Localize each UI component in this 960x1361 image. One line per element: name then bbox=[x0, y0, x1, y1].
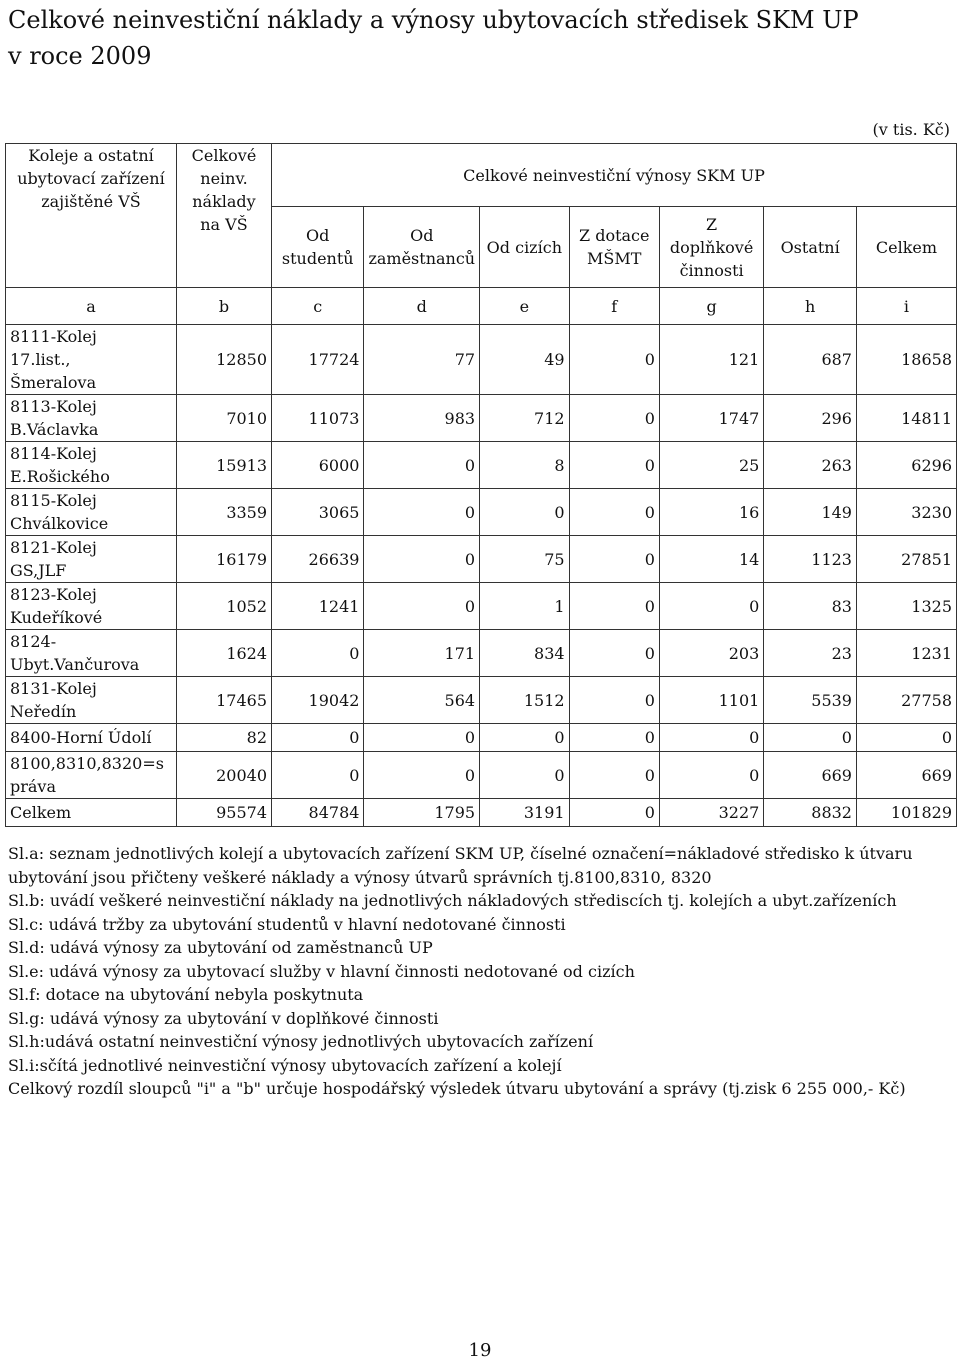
table-cell: 16 bbox=[659, 489, 763, 536]
facility-name: Celkem bbox=[6, 799, 177, 827]
column-letter: g bbox=[659, 288, 763, 325]
table-body bbox=[6, 325, 957, 827]
table-cell: 6000 bbox=[272, 442, 364, 489]
table-cell: 0 bbox=[569, 583, 659, 630]
table-cell: 669 bbox=[856, 752, 956, 799]
table-cell: 12850 bbox=[176, 325, 271, 395]
table-cell: 19042 bbox=[272, 677, 364, 724]
table-cell: 0 bbox=[364, 724, 480, 752]
table-cell: 0 bbox=[480, 752, 569, 799]
table-row bbox=[6, 442, 957, 489]
note-line: Celkový rozdíl sloupců "i" a "b" určuje hospodářský výsledek útvaru ubytování a správy (tj.zisk 6 255 000,- Kč) bbox=[8, 1079, 906, 1098]
table-cell: 0 bbox=[569, 752, 659, 799]
table-cell: 14 bbox=[659, 536, 763, 583]
table-cell: 0 bbox=[480, 724, 569, 752]
table-cell: 5539 bbox=[764, 677, 857, 724]
table-cell: 95574 bbox=[176, 799, 271, 827]
table-cell: 0 bbox=[569, 489, 659, 536]
table-cell: 0 bbox=[569, 536, 659, 583]
table-cell: 49 bbox=[480, 325, 569, 395]
note-line: Sl.f: dotace na ubytování nebyla poskytnuta bbox=[8, 985, 364, 1004]
facility-name: 8131-Kolej Neředín bbox=[6, 677, 177, 724]
table-cell: 84784 bbox=[272, 799, 364, 827]
table-cell: 0 bbox=[569, 677, 659, 724]
table-cell: 149 bbox=[764, 489, 857, 536]
note-line: Sl.h:udává ostatní neinvestiční výnosy jednotlivých ubytovacích zařízení bbox=[8, 1032, 594, 1051]
note-line: Sl.a: seznam jednotlivých kolejí a ubytovacích zařízení SKM UP, číselné označení=nákladové středisko k útvaru ubytování jsou přičteny veškeré náklady a výnosy útvarů správních tj.8100,8310, 8320 bbox=[8, 844, 913, 887]
table-cell: 1325 bbox=[856, 583, 956, 630]
table-cell: 1795 bbox=[364, 799, 480, 827]
table-cell: 171 bbox=[364, 630, 480, 677]
facility-name: 8114-Kolej E.Rošického bbox=[6, 442, 177, 489]
table-cell: 25 bbox=[659, 442, 763, 489]
table-cell: 0 bbox=[569, 724, 659, 752]
table-row bbox=[6, 630, 957, 677]
table-cell: 296 bbox=[764, 395, 857, 442]
table-cell: 0 bbox=[569, 799, 659, 827]
table-row bbox=[6, 799, 957, 827]
table-cell: 0 bbox=[659, 724, 763, 752]
column-letter: i bbox=[856, 288, 956, 325]
table-cell: 669 bbox=[764, 752, 857, 799]
page-number: 19 bbox=[468, 1340, 492, 1361]
page-title bbox=[8, 2, 859, 74]
table-cell: 1241 bbox=[272, 583, 364, 630]
table-cell: 0 bbox=[569, 325, 659, 395]
table-cell: 1101 bbox=[659, 677, 763, 724]
table-cell: 82 bbox=[176, 724, 271, 752]
table-cell: 17724 bbox=[272, 325, 364, 395]
facility-name: 8100,8310,8320=s práva bbox=[6, 752, 177, 799]
table-cell: 263 bbox=[764, 442, 857, 489]
table-cell: 8832 bbox=[764, 799, 857, 827]
table-cell: 0 bbox=[659, 583, 763, 630]
table-cell: 77 bbox=[364, 325, 480, 395]
column-letter: a bbox=[6, 288, 177, 325]
column-letter: c bbox=[272, 288, 364, 325]
facility-name: 8111-Kolej 17.list., Šmeralova bbox=[6, 325, 177, 395]
table-cell: 0 bbox=[364, 489, 480, 536]
table-cell: 3227 bbox=[659, 799, 763, 827]
header-revenue-group: Celkové neinvestiční výnosy SKM UP bbox=[272, 144, 957, 207]
note-line: Sl.i:sčítá jednotlivé neinvestiční výnosy ubytovacích zařízení a kolejí bbox=[8, 1055, 562, 1075]
unit-label: (v tis. Kč) bbox=[872, 120, 950, 139]
table-cell: 687 bbox=[764, 325, 857, 395]
table-cell: 0 bbox=[659, 752, 763, 799]
header-supplementary: Z doplňkové činnosti bbox=[659, 207, 763, 288]
table-cell: 20040 bbox=[176, 752, 271, 799]
table-cell: 1123 bbox=[764, 536, 857, 583]
table-cell: 0 bbox=[569, 442, 659, 489]
table-row bbox=[6, 489, 957, 536]
table-cell: 83 bbox=[764, 583, 857, 630]
facility-name: 8113-Kolej B.Václavka bbox=[6, 395, 177, 442]
table-cell: 0 bbox=[856, 724, 956, 752]
table-cell: 18658 bbox=[856, 325, 956, 395]
header-subsidy: Z dotace MŠMT bbox=[569, 207, 659, 288]
table-cell: 14811 bbox=[856, 395, 956, 442]
table-cell: 7010 bbox=[176, 395, 271, 442]
note-line: Sl.b: uvádí veškeré neinvestiční náklady na jednotlivých nákladových střediscích tj. kolejích a ubyt.zařízeních bbox=[8, 891, 897, 910]
table-cell: 203 bbox=[659, 630, 763, 677]
column-letter: f bbox=[569, 288, 659, 325]
table-cell: 0 bbox=[364, 442, 480, 489]
table-row bbox=[6, 395, 957, 442]
table-cell: 15913 bbox=[176, 442, 271, 489]
note-line: Sl.g: udává výnosy za ubytování v doplňkové činnosti bbox=[8, 1008, 439, 1028]
cost-revenue-table bbox=[5, 143, 957, 827]
column-letters-row bbox=[6, 288, 957, 325]
column-letter: d bbox=[364, 288, 480, 325]
table-cell: 1231 bbox=[856, 630, 956, 677]
table-cell: 0 bbox=[272, 752, 364, 799]
table-cell: 3065 bbox=[272, 489, 364, 536]
table-cell: 0 bbox=[364, 752, 480, 799]
table-cell: 6296 bbox=[856, 442, 956, 489]
table-cell: 3230 bbox=[856, 489, 956, 536]
table-cell: 0 bbox=[569, 630, 659, 677]
table-cell: 0 bbox=[272, 724, 364, 752]
table-cell: 3359 bbox=[176, 489, 271, 536]
table-cell: 101829 bbox=[856, 799, 956, 827]
facility-name: 8400-Horní Údolí bbox=[6, 724, 177, 752]
facility-name: 8123-Kolej Kudeříkové bbox=[6, 583, 177, 630]
facility-name: 8121-Kolej GS,JLF bbox=[6, 536, 177, 583]
table-cell: 1747 bbox=[659, 395, 763, 442]
note-line: Sl.c: udává tržby za ubytování studentů v hlavní nedotované činnosti bbox=[8, 914, 566, 934]
table-cell: 23 bbox=[764, 630, 857, 677]
title-line-2: v roce 2009 bbox=[8, 42, 152, 70]
table-cell: 16179 bbox=[176, 536, 271, 583]
table-cell: 0 bbox=[364, 583, 480, 630]
table-row bbox=[6, 536, 957, 583]
table-cell: 0 bbox=[569, 395, 659, 442]
table-cell: 3191 bbox=[480, 799, 569, 827]
header-employees: Od zaměstnanců bbox=[364, 207, 480, 288]
table-row bbox=[6, 325, 957, 395]
table-cell: 1 bbox=[480, 583, 569, 630]
header-total-costs: Celkové neinv. náklady na VŠ bbox=[176, 144, 271, 288]
table-cell: 564 bbox=[364, 677, 480, 724]
table-cell: 0 bbox=[272, 630, 364, 677]
table-row bbox=[6, 677, 957, 724]
table-cell: 834 bbox=[480, 630, 569, 677]
table-cell: 0 bbox=[364, 536, 480, 583]
table-cell: 26639 bbox=[272, 536, 364, 583]
table-cell: 0 bbox=[480, 489, 569, 536]
title-line-1: Celkové neinvestiční náklady a výnosy ubytovacích středisek SKM UP bbox=[8, 6, 859, 34]
table-cell: 0 bbox=[764, 724, 857, 752]
column-letter: b bbox=[176, 288, 271, 325]
table-cell: 27758 bbox=[856, 677, 956, 724]
table-row bbox=[6, 724, 957, 752]
table-cell: 8 bbox=[480, 442, 569, 489]
table-cell: 712 bbox=[480, 395, 569, 442]
header-other: Ostatní bbox=[764, 207, 857, 288]
table-row bbox=[6, 583, 957, 630]
column-letter: h bbox=[764, 288, 857, 325]
header-total: Celkem bbox=[856, 207, 956, 288]
column-letter: e bbox=[480, 288, 569, 325]
table-cell: 17465 bbox=[176, 677, 271, 724]
table-cell: 121 bbox=[659, 325, 763, 395]
header-facilities: Koleje a ostatní ubytovací zařízení zajištěné VŠ bbox=[6, 144, 177, 288]
table-cell: 75 bbox=[480, 536, 569, 583]
header-foreign: Od cizích bbox=[480, 207, 569, 288]
note-line: Sl.e: udává výnosy za ubytovací služby v hlavní činnosti nedotované od cizích bbox=[8, 961, 635, 981]
table-cell: 1512 bbox=[480, 677, 569, 724]
table-row bbox=[6, 752, 957, 799]
note-line: Sl.d: udává výnosy za ubytování od zaměstnanců UP bbox=[8, 938, 433, 957]
table-cell: 1624 bbox=[176, 630, 271, 677]
facility-name: 8124- Ubyt.Vančurova bbox=[6, 630, 177, 677]
header-students: Od studentů bbox=[272, 207, 364, 288]
facility-name: 8115-Kolej Chválkovice bbox=[6, 489, 177, 536]
column-notes bbox=[8, 842, 948, 1101]
table-cell: 983 bbox=[364, 395, 480, 442]
table-cell: 11073 bbox=[272, 395, 364, 442]
table-cell: 27851 bbox=[856, 536, 956, 583]
table-cell: 1052 bbox=[176, 583, 271, 630]
